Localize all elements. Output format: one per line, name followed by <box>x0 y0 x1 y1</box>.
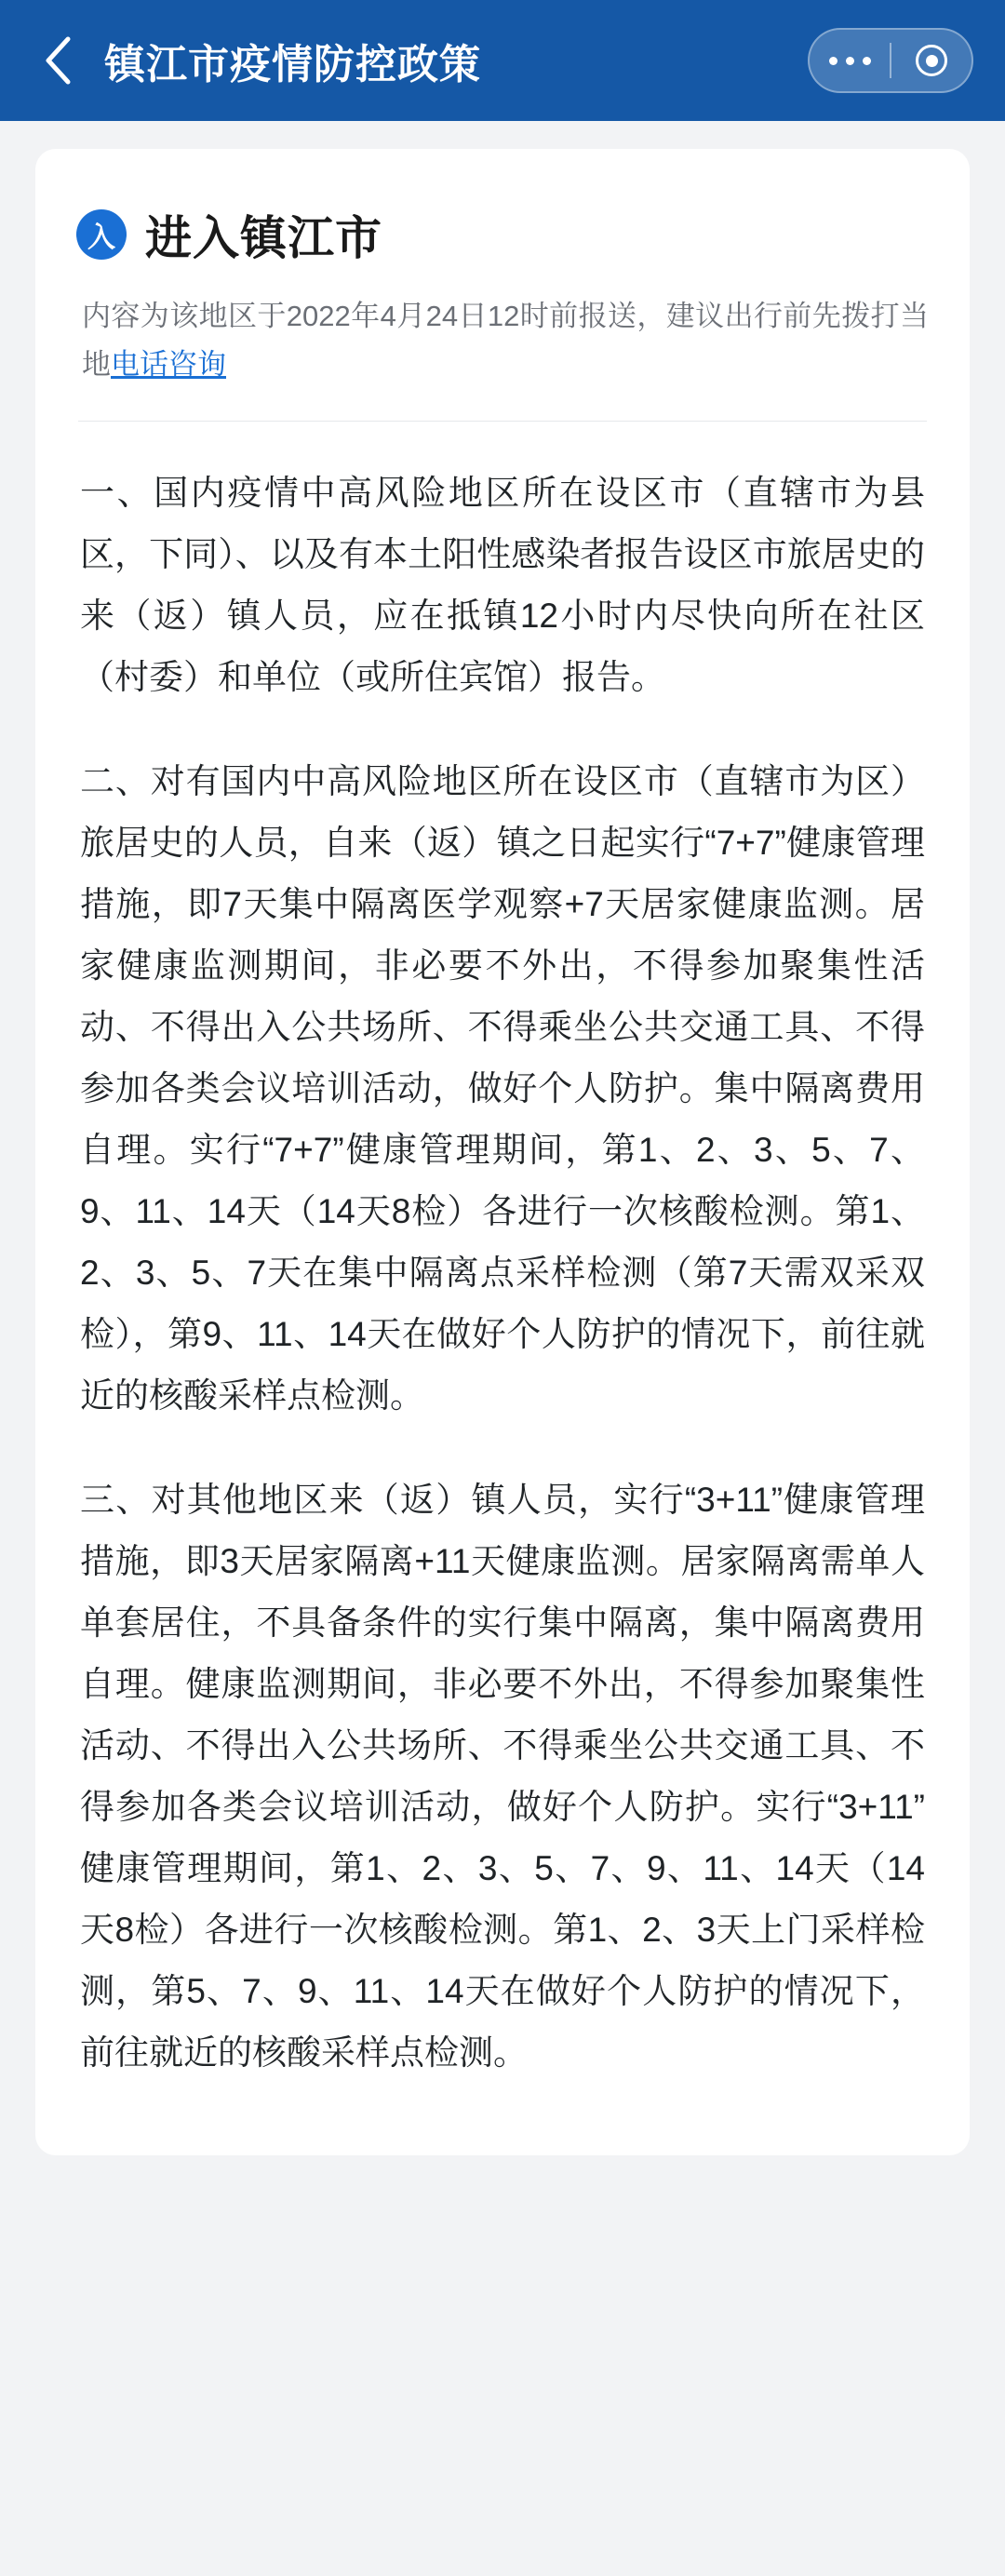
card-header <box>76 201 929 268</box>
policy-card <box>35 149 970 2155</box>
chevron-left-icon <box>42 35 74 86</box>
page-title: 镇江市疫情防控政策 <box>104 42 481 87</box>
policy-content <box>76 463 929 2084</box>
enter-badge-icon: 入 <box>76 209 127 260</box>
top-navigation-bar <box>0 0 1005 121</box>
more-menu-button[interactable] <box>810 30 890 91</box>
phone-consult-link[interactable]: 电话咨询 <box>111 348 226 381</box>
card-title: 进入镇江市 <box>145 212 382 264</box>
policy-paragraph: 三、对其他地区来（返）镇人员，实行“3+11”健康管理措施，即3天居家隔离+11天健康监测。居家隔离需单人单套居住，不具备条件的实行集中隔离，集中隔离费用自理。健康监测期间，非必要不外出，不得参加聚集性活动、不得出入公共场所、不得乘坐公共交通工具、不得参加各类会议培训活动，做好个人防护。实行“3+11”健康管理期间，第1、2、3、5、7、9、11、14天（14天8检）各进行一次核酸检测。第1、2、3天上门采样检测，第5、7、9、11、14天在做好个人防护的情况下，前往就近的核酸采样点检测。 <box>80 1481 925 2072</box>
card-divider <box>78 421 927 422</box>
back-button[interactable] <box>32 34 84 87</box>
close-capsule-button[interactable] <box>891 30 972 91</box>
mini-program-capsule[interactable] <box>808 28 973 93</box>
card-subtitle <box>76 292 929 389</box>
more-dots-icon <box>829 57 871 65</box>
page-body <box>0 121 1005 2155</box>
policy-paragraph: 一、国内疫情中高风险地区所在设区市（直辖市为县区，下同）、以及有本土阳性感染者报告设区市旅居史的来（返）镇人员，应在抵镇12小时内尽快向所在社区（村委）和单位（或所住宾馆）报告。 <box>80 474 925 696</box>
navbar-actions <box>808 28 973 93</box>
target-circle-icon <box>916 45 947 76</box>
policy-paragraph: 二、对有国内中高风险地区所在设区市（直辖市为区）旅居史的人员，自来（返）镇之日起实行“7+7”健康管理措施，即7天集中隔离医学观察+7天居家健康监测。居家健康监测期间，非必要不外出，不得参加聚集性活动、不得出入公共场所、不得乘坐公共交通工具、不得参加各类会议培训活动，做好个人防护。集中隔离费用自理。实行“7+7”健康管理期间，第1、2、3、5、7、9、11、14天（14天8检）各进行一次核酸检测。第1、2、3、5、7天在集中隔离点采样检测（第7天需双采双检），第9、11、14天在做好个人防护的情况下，前往就近的核酸采样点检测。 <box>80 762 925 1415</box>
card-subtitle-text: 内容为该地区于2022年4月24日12时前报送，建议出行前先拨打当地 <box>82 300 929 381</box>
